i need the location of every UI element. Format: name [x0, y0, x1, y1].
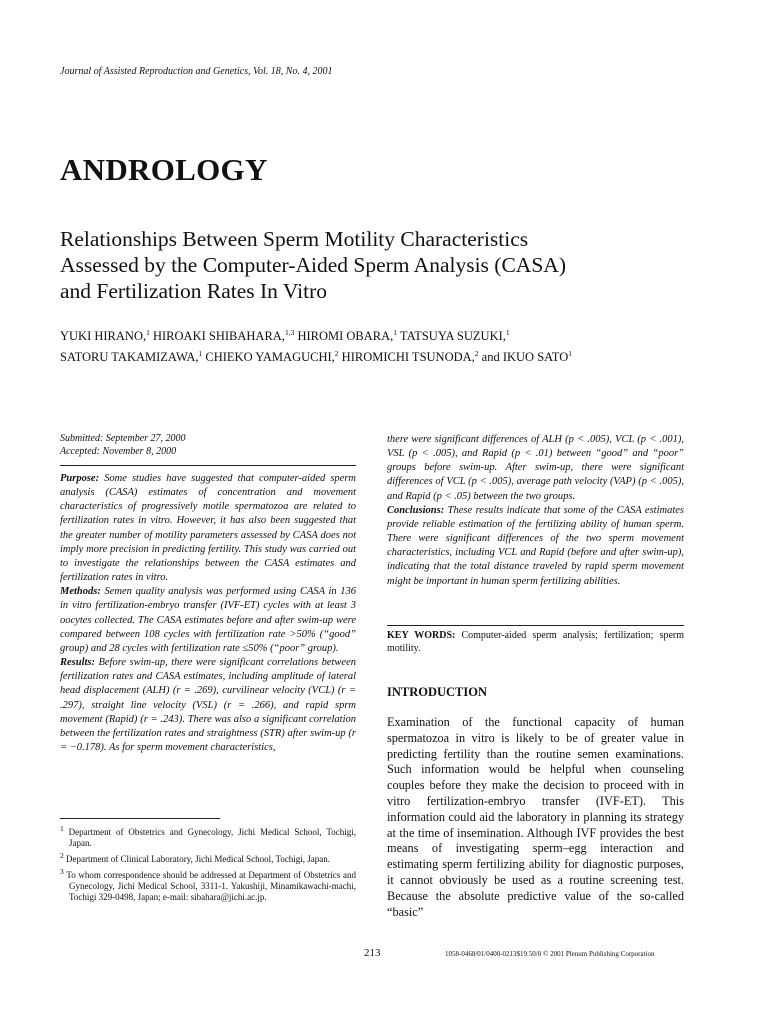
- footnote-text: Department of Obstetrics and Gynecology, Jichi Medical School, Tochigi, Japan.: [63, 827, 356, 848]
- author-name: HIROMI OBARA,: [294, 329, 394, 344]
- affiliation-mark: 1: [505, 328, 510, 337]
- author-name: YUKI HIRANO,: [60, 329, 147, 344]
- title-line: and Fertilization Rates In Vitro: [60, 279, 328, 303]
- affiliation-mark: 1: [568, 349, 572, 359]
- purpose-label: Purpose:: [60, 473, 100, 484]
- keywords-label: KEY WORDS:: [387, 630, 456, 641]
- abstract-results-continued: there were significant differences of ALH (p < .005), VCL (p < .001), VSL (p < .005), and Rapid (p < .01) between “good” and “poor” groups before swim-up. After swim-up, there were significant differences of VCL (p < .005), average path velocity (VAP) (p < .005), and Rapid (p < .05) between the two groups.: [387, 434, 684, 502]
- journal-header: Journal of Assisted Reproduction and Genetics, Vol. 18, No. 4, 2001: [60, 66, 333, 77]
- footnote-text: To whom correspondence should be addressed at Department of Obstetrics and Gynecology, Jichi Medical School, 3311-1. Yakushiji, Minamikawachi-machi, Tochigi 329-0498, Japan; e-mail: sibahara@jichi.ac.jp.: [63, 870, 356, 902]
- title-line: Relationships Between Sperm Motility Characteristics: [60, 227, 529, 251]
- author-name: TATSUYA SUZUKI,: [397, 329, 506, 344]
- author-name: HIROMICHI TSUNODA,: [338, 350, 475, 365]
- purpose-text: Some studies have suggested that computer-aided sperm analysis (CASA) estimates of concentration and movement characteristics of progressively motile spermatozoa are related to fertilization rates in vitro. However, it has also been suggested that the greater number of motility parameters assessed by CASA does not imply more precision in predicting fertility. This study was carried out to investigate the relationships between the CASA estimates and fertilization rates in vitro.: [60, 473, 356, 584]
- keywords: [387, 630, 684, 655]
- introduction-heading: INTRODUCTION: [387, 685, 488, 699]
- conclusions-label: Conclusions:: [387, 504, 445, 516]
- keywords-text: Computer-aided sperm analysis; fertilization; sperm motility.: [387, 630, 685, 654]
- affiliation-mark: 1: [393, 328, 398, 337]
- article-title: [60, 226, 700, 304]
- affiliation-mark: 2: [334, 349, 339, 359]
- author-name: CHIEKO YAMAGUCHI,: [202, 350, 335, 365]
- abstract-results: [60, 656, 356, 755]
- footnotes: [60, 823, 356, 904]
- methods-label: Methods:: [60, 586, 101, 598]
- author-line: [60, 324, 700, 345]
- footnote-text: Department of Clinical Laboratory, Jichi Medical School, Tochigi, Japan.: [63, 854, 331, 864]
- conclusions-text: These results indicate that some of the CASA estimates provide reliable estimation of the fertilizing ability of human sperm. There were significant differences of the two sperm movement characteristics, including VCL and Rapid (before and after swim-up), indicating that the total distance traveled by rapid sperm movement might be important in human sperm fertilizing abilities.: [387, 504, 684, 587]
- submitted-date: Submitted: September 27, 2000: [60, 433, 186, 444]
- author-name: SATORU TAKAMIZAWA,: [60, 350, 199, 365]
- footnote-mark: 1: [60, 824, 64, 833]
- accepted-date: Accepted: November 8, 2000: [60, 445, 177, 457]
- section-heading: ANDROLOGY: [60, 152, 268, 187]
- abstract-purpose: [60, 472, 356, 585]
- abstract-conclusions: [387, 504, 684, 589]
- affiliation-mark: 1: [146, 328, 150, 337]
- copyright-notice: 1058-0468/01/0400-0213$19.50/0 © 2001 Plenum Publishing Corporation: [445, 950, 655, 958]
- affiliation-mark: 1: [198, 349, 203, 359]
- author-name: HIROAKI SHIBAHARA,: [149, 329, 285, 344]
- footnote: [60, 866, 356, 903]
- footnote: [60, 823, 356, 849]
- abstract-methods: [60, 585, 356, 656]
- footnote-mark: 2: [60, 851, 64, 860]
- affiliation-mark: 2: [474, 349, 479, 359]
- footnote-mark: 3: [60, 867, 64, 876]
- methods-text: Semen quality analysis was performed using CASA in 136 in vitro fertilization-embryo transfer (IVF-ET) cycles with at least 3 oocytes collected. The CASA estimates before and after swim-up were compared between 108 cycles with fertilization rate >50% (“good” group) and 28 cycles with fertilization rate ≤50% (“poor” group).: [60, 586, 356, 654]
- author-name: and IKUO SATO: [478, 350, 569, 365]
- footnote: [60, 850, 356, 865]
- submission-dates: [60, 433, 356, 458]
- title-line: Assessed by the Computer-Aided Sperm Analysis (CASA): [60, 253, 566, 277]
- results-text: Before swim-up, there were significant correlations between fertilization rates and CASA estimates, including amplitude of lateral head displacement (ALH) (r = .269), curvilinear velocity (VCL) (r = .297), straight line velocity (VSL) (r = .266), and rapid sprm movement (Rapid) (r = .243). There was also a significant correlation between the fertilization rates and straightness (STR) after swim-up (r = −0.178). As for sperm movement characteristics,: [60, 657, 356, 753]
- abstract-left: [60, 472, 356, 755]
- introduction-text: Examination of the functional capacity of human spermatozoa in vitro is likely to be of greater value in predicting fertility than the routine semen examinations. Such information would be helpful when counseling couples before they make the decision to proceed with in vitro fertilization-embryo transfer (IVF-ET). This information could aid the laboratory in planning its strategy at the time of insemination. Although IVF provides the best means of investigating sperm–egg interaction and estimating sperm fertilizing ability for diagnostic purposes, it cannot obviously be used as a routine screening test. Because the absolute predictive value of the so-called “basic”: [387, 715, 684, 919]
- footnote-rule: [60, 818, 220, 819]
- abstract-right: [387, 433, 684, 589]
- author-list: [60, 324, 700, 366]
- affiliation-mark: 1,3: [284, 328, 295, 337]
- page-number: 213: [364, 947, 381, 959]
- author-line: [60, 345, 700, 366]
- keywords-rule: [387, 625, 684, 626]
- results-label: Results:: [60, 657, 96, 669]
- abstract-top-rule: [60, 465, 356, 466]
